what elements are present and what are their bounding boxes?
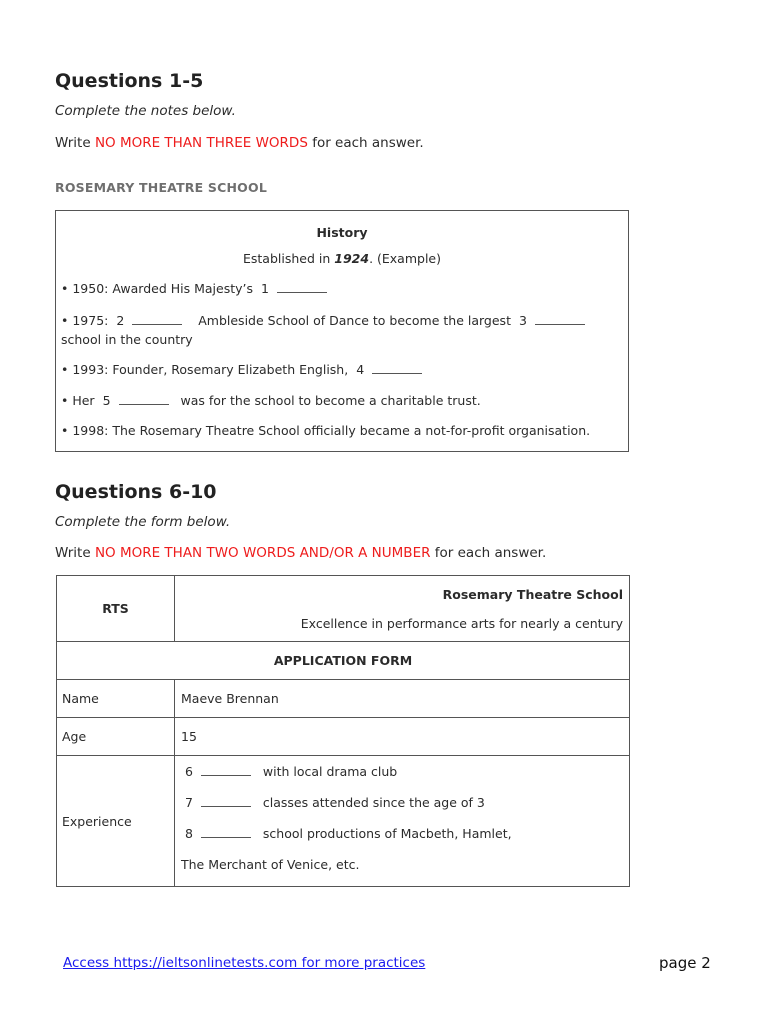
experience-line-6: 6 with local drama club (185, 764, 398, 779)
answer-blank-6[interactable] (201, 763, 251, 776)
note-line-2: • 1975: 2 Ambleside School of Dance to become the largest 3 (61, 312, 589, 328)
experience-label: Experience (57, 756, 175, 887)
note-line-2-cont: school in the country (61, 332, 193, 347)
answer-blank-8[interactable] (201, 825, 251, 838)
note-line-4: • Her 5 was for the school to become a charitable trust. (61, 393, 481, 408)
word-limit-highlight: NO MORE THAN TWO WORDS AND/OR A NUMBER (94, 545, 431, 561)
name-label: Name (57, 680, 175, 718)
section1-heading: Questions 1-5 (55, 70, 204, 92)
answer-blank-7[interactable] (201, 794, 251, 807)
school-name: Rosemary Theatre School (442, 586, 623, 602)
note-line-5: • 1998: The Rosemary Theatre School officially became a not-for-profit organisation. (61, 423, 591, 438)
age-value: 15 (175, 718, 630, 756)
note-line-3: • 1993: Founder, Rosemary Elizabeth English, 4 (61, 361, 426, 377)
experience-line-8: 8 school productions of Macbeth, Hamlet, (185, 826, 512, 841)
school-tagline: Excellence in performance arts for nearly a century (300, 615, 623, 631)
notes-box (55, 210, 629, 452)
logo-cell (57, 576, 175, 642)
age-label: Age (57, 718, 175, 756)
notes-example: Established in 1924. (Example) (243, 251, 441, 266)
name-value: Maeve Brennan (175, 680, 630, 718)
word-limit-highlight: NO MORE THAN THREE WORDS (94, 135, 308, 151)
answer-blank-4[interactable] (372, 361, 422, 374)
experience-cell (175, 756, 630, 887)
section2-instruction: Complete the form below. (55, 514, 231, 530)
section1-instruction: Complete the notes below. (55, 103, 236, 119)
answer-blank-1[interactable] (277, 280, 327, 293)
school-header-cell (175, 576, 630, 642)
section1-word-limit: Write NO MORE THAN THREE WORDS for each answer. (55, 135, 424, 151)
school-logo-text: RTS (102, 601, 129, 616)
answer-blank-5[interactable] (119, 392, 169, 405)
experience-line-7: 7 classes attended since the age of 3 (185, 795, 485, 810)
note-line-1: • 1950: Awarded His Majesty’s 1 (61, 280, 331, 296)
section1-label: ROSEMARY THEATRE SCHOOL (55, 180, 267, 195)
section2-word-limit: Write NO MORE THAN TWO WORDS AND/OR A NUMBER for each answer. (55, 545, 547, 561)
notes-title: History (316, 225, 368, 240)
section2-heading: Questions 6-10 (55, 481, 217, 503)
footer-practice-link[interactable]: Access https://ieltsonlinetests.com for more practices (63, 955, 426, 971)
application-form-table (56, 575, 630, 887)
answer-blank-2[interactable] (132, 312, 182, 325)
page-number: page 2 (659, 954, 711, 972)
experience-line-8-cont: The Merchant of Venice, etc. (181, 857, 360, 872)
form-title: APPLICATION FORM (57, 642, 630, 680)
answer-blank-3[interactable] (535, 312, 585, 325)
